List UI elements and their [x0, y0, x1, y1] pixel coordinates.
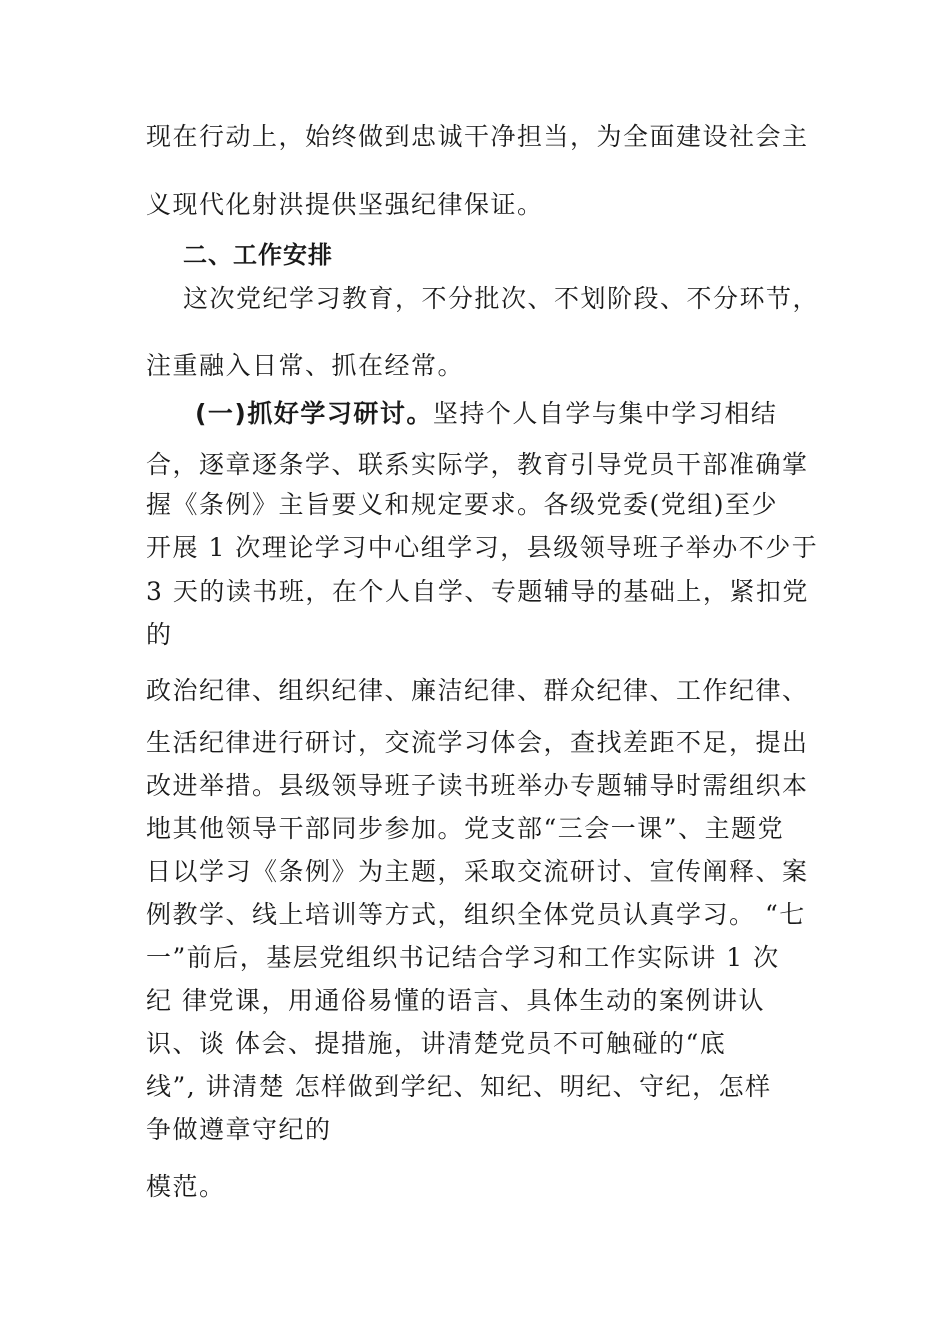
text-line: 日以学习《条例》为主题，采取交流研讨、宣传阐释、案 — [146, 857, 809, 886]
paragraph-first-line — [195, 397, 777, 431]
text-span: 坚持个人自学与集中学习相结 — [432, 399, 778, 428]
text-line: 一”前后，基层党组织书记结合学习和工作实际讲 1 次 — [146, 943, 780, 972]
text-line: 纪 律党课，用通俗易懂的语言、具体生动的案例讲认 — [146, 986, 765, 1015]
text-line: 识、谈 体会、提措施，讲清楚党员不可触碰的“底 — [146, 1029, 727, 1058]
text-line: 合，逐章逐条学、联系实际学，教育引导党员干部准确掌 — [146, 450, 809, 479]
subsection-heading: (一)抓好学习研讨。 — [195, 399, 433, 428]
text-line: 握《条例》主旨要义和规定要求。各级党委(党组)至少 — [146, 490, 779, 519]
text-line: 生活纪律进行研讨，交流学习体会，查找差距不足，提出 — [146, 728, 809, 757]
text-line: 的 — [146, 620, 173, 649]
section-heading: 二、工作安排 — [183, 241, 333, 269]
text-line: 例教学、线上培训等方式，组织全体党员认真学习。 “七 — [146, 900, 806, 929]
text-line: 注重融入日常、抓在经常。 — [146, 351, 465, 380]
text-line: 模范。 — [146, 1172, 226, 1201]
text-line: 义现代化射洪提供坚强纪律保证。 — [146, 190, 544, 219]
text-line: 3 天的读书班，在个人自学、专题辅导的基础上，紧扣党 — [146, 577, 809, 606]
text-line: 线”, 讲清楚 怎样做到学纪、知纪、明纪、守纪，怎样 — [146, 1072, 772, 1101]
text-line: 地其他领导干部同步参加。党支部“三会一课”、主题党 — [146, 814, 785, 843]
text-line: 开展 1 次理论学习中心组学习，县级领导班子举办不少于 — [146, 533, 819, 562]
text-line: 改进举措。县级领导班子读书班举办专题辅导时需组织本 — [146, 771, 809, 800]
text-line: 争做遵章守纪的 — [146, 1115, 332, 1144]
text-line: 这次党纪学习教育，不分批次、不划阶段、不分环节， — [183, 284, 820, 313]
text-line: 现在行动上，始终做到忠诚干净担当，为全面建设社会主 — [146, 122, 809, 151]
text-line: 政治纪律、组织纪律、廉洁纪律、群众纪律、工作纪律、 — [146, 676, 809, 705]
